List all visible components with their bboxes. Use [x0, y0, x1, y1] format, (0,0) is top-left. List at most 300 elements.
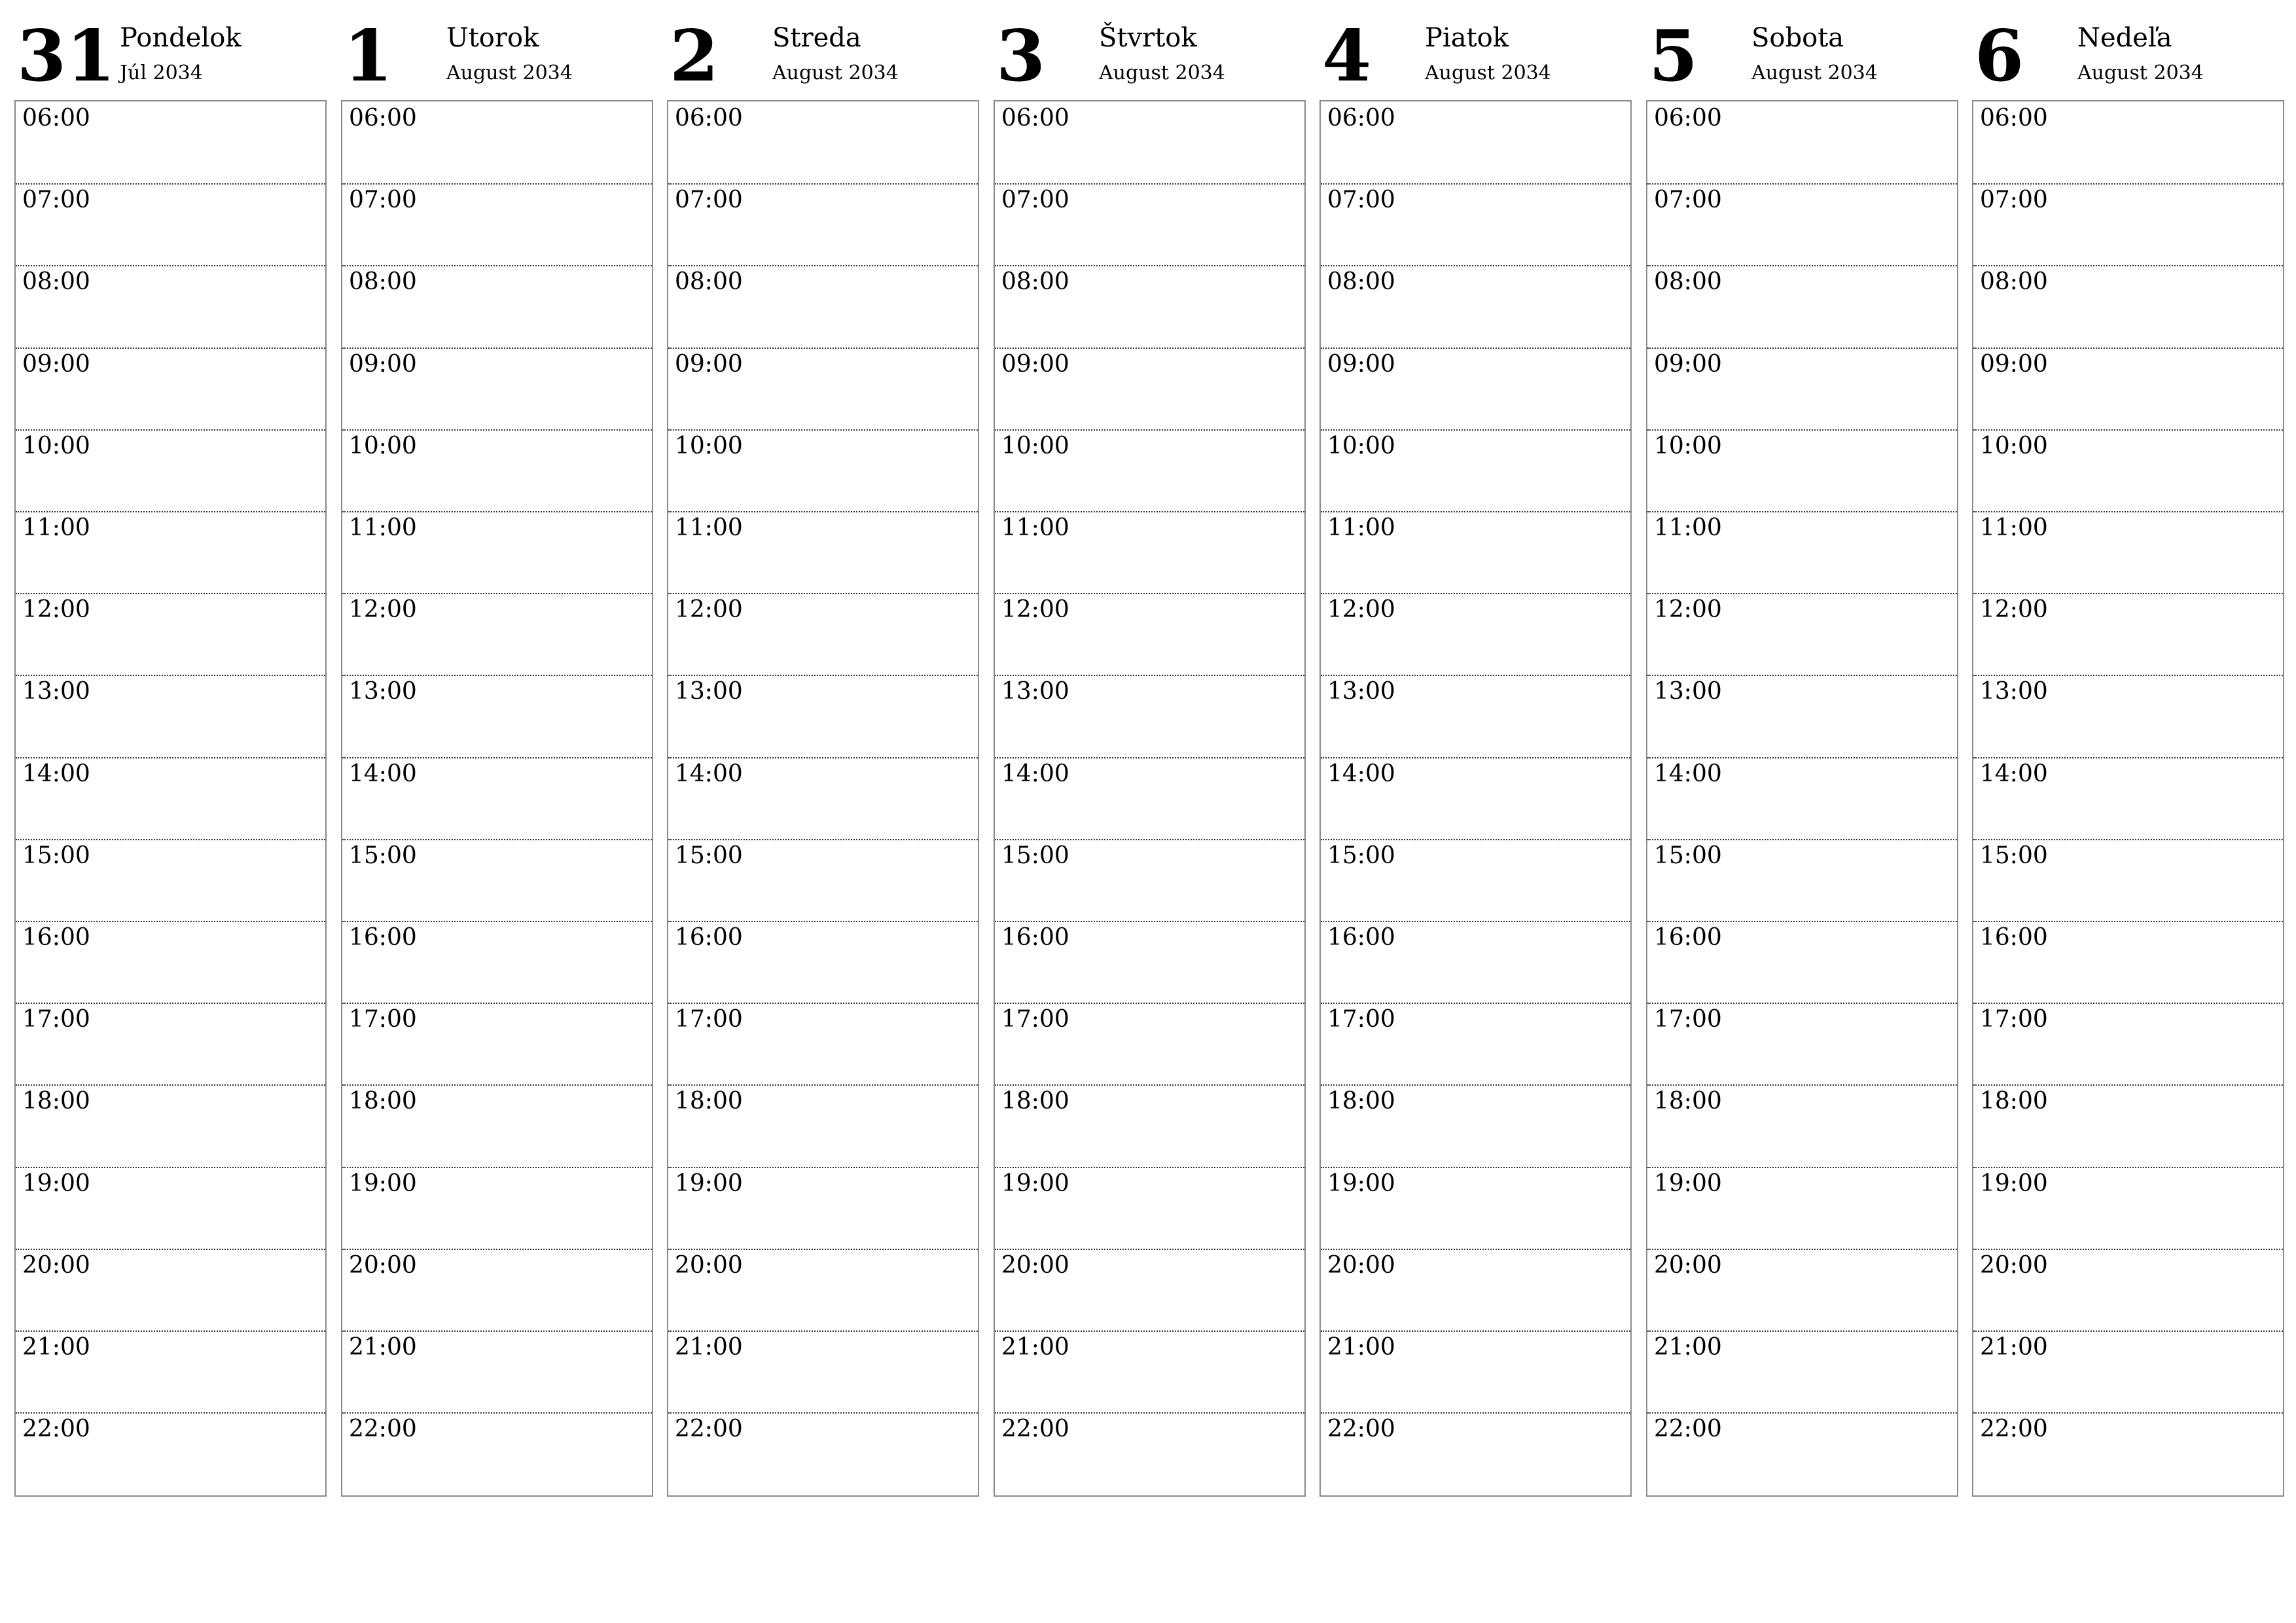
- time-slot-divider: [1973, 1003, 2283, 1004]
- time-slot-divider: [342, 511, 652, 512]
- time-slot[interactable]: [1973, 757, 2283, 839]
- time-slot[interactable]: [1647, 183, 1957, 265]
- time-slot[interactable]: [1321, 1167, 1630, 1249]
- time-slot-label: 21:00: [675, 1334, 743, 1361]
- time-slot[interactable]: [1647, 1330, 1957, 1412]
- time-slot[interactable]: [1647, 511, 1957, 593]
- time-slot-label: 19:00: [22, 1170, 90, 1197]
- day-column: [1319, 0, 1632, 1442]
- time-slot-label: 13:00: [675, 678, 743, 705]
- time-slot[interactable]: [1321, 839, 1630, 921]
- time-slot-label: 07:00: [1327, 187, 1395, 213]
- time-slot[interactable]: [668, 511, 978, 593]
- time-slot-label: 22:00: [1654, 1416, 1722, 1442]
- time-slot[interactable]: [1973, 348, 2283, 429]
- time-slot[interactable]: [16, 1330, 325, 1412]
- time-slot-divider: [1321, 921, 1630, 922]
- time-slot-divider: [1321, 1167, 1630, 1168]
- time-slot[interactable]: [342, 348, 652, 429]
- time-slot-label: 21:00: [349, 1334, 417, 1361]
- time-slot[interactable]: [1973, 101, 2283, 183]
- day-schedule-box: [994, 100, 1306, 1497]
- time-slot[interactable]: [16, 1167, 325, 1249]
- time-slot-label: 09:00: [675, 351, 743, 378]
- time-slot-label: 20:00: [22, 1252, 90, 1279]
- time-slot-label: 14:00: [349, 760, 417, 787]
- time-slot-label: 10:00: [1327, 433, 1395, 459]
- time-slot-label: 14:00: [1980, 760, 2048, 787]
- time-slot[interactable]: [342, 101, 652, 183]
- time-slot-divider: [1647, 1003, 1957, 1004]
- time-slot[interactable]: [668, 1412, 978, 1494]
- time-slot[interactable]: [1647, 593, 1957, 675]
- time-slot[interactable]: [1321, 511, 1630, 593]
- time-slot-divider: [1321, 348, 1630, 349]
- time-slot-label: 07:00: [1980, 187, 2048, 213]
- time-slot-label: 10:00: [349, 433, 417, 459]
- time-slot[interactable]: [668, 675, 978, 757]
- time-slot-label: 06:00: [1001, 105, 1069, 132]
- time-slot-label: 19:00: [675, 1170, 743, 1197]
- time-slot-label: 12:00: [1980, 596, 2048, 623]
- time-slot[interactable]: [1321, 1412, 1630, 1494]
- time-slot-label: 12:00: [22, 596, 90, 623]
- time-slot[interactable]: [995, 839, 1304, 921]
- time-slot[interactable]: [342, 511, 652, 593]
- time-slot-label: 18:00: [349, 1088, 417, 1115]
- time-slot[interactable]: [995, 757, 1304, 839]
- time-slot-divider: [995, 511, 1304, 512]
- time-slot[interactable]: [16, 265, 325, 347]
- time-slot[interactable]: [1647, 921, 1957, 1003]
- time-slot[interactable]: [342, 757, 652, 839]
- time-slot-label: 20:00: [1654, 1252, 1722, 1279]
- time-slot-divider: [1321, 839, 1630, 840]
- time-slot-divider: [1647, 1412, 1957, 1414]
- time-slot[interactable]: [1321, 757, 1630, 839]
- time-slot-label: 13:00: [1980, 678, 2048, 705]
- time-slot-divider: [1321, 1003, 1630, 1004]
- time-slot-label: 17:00: [1654, 1006, 1722, 1033]
- time-slot[interactable]: [995, 675, 1304, 757]
- time-slot[interactable]: [995, 429, 1304, 511]
- time-slot-divider: [1973, 757, 2283, 758]
- time-slot[interactable]: [1321, 101, 1630, 183]
- day-number: 2: [670, 15, 719, 98]
- time-slot-label: 10:00: [675, 433, 743, 459]
- day-column: [1646, 0, 1958, 1442]
- time-slot[interactable]: [342, 675, 652, 757]
- day-number: 1: [344, 15, 393, 98]
- day-header: [667, 0, 979, 100]
- time-slot[interactable]: [1647, 265, 1957, 347]
- time-slot-divider: [1973, 511, 2283, 512]
- time-slot-divider: [16, 348, 325, 349]
- time-slot-label: 17:00: [349, 1006, 417, 1033]
- time-slot[interactable]: [16, 348, 325, 429]
- time-slot[interactable]: [668, 1167, 978, 1249]
- time-slot-divider: [16, 1003, 325, 1004]
- day-number: 31: [17, 15, 116, 98]
- time-slot-label: 12:00: [675, 596, 743, 623]
- time-slot-divider: [1321, 1330, 1630, 1332]
- time-slot[interactable]: [668, 429, 978, 511]
- day-column: [1972, 0, 2284, 1442]
- day-number: 6: [1975, 15, 2024, 98]
- time-slot-divider: [16, 921, 325, 922]
- time-slot-divider: [1973, 1330, 2283, 1332]
- time-slot[interactable]: [995, 1084, 1304, 1166]
- time-slot[interactable]: [16, 1249, 325, 1330]
- time-slot-label: 15:00: [1327, 842, 1395, 869]
- time-slot[interactable]: [1973, 839, 2283, 921]
- time-slot[interactable]: [342, 839, 652, 921]
- time-slot[interactable]: [1647, 1249, 1957, 1330]
- time-slot[interactable]: [668, 183, 978, 265]
- time-slot-label: 14:00: [1654, 760, 1722, 787]
- time-slot[interactable]: [668, 757, 978, 839]
- time-slot-label: 22:00: [675, 1416, 743, 1442]
- day-header: [341, 0, 653, 100]
- time-slot[interactable]: [1647, 101, 1957, 183]
- time-slot[interactable]: [342, 921, 652, 1003]
- time-slot[interactable]: [1321, 429, 1630, 511]
- time-slot-label: 20:00: [349, 1252, 417, 1279]
- time-slot-divider: [995, 265, 1304, 266]
- time-slot-label: 15:00: [1001, 842, 1069, 869]
- time-slot[interactable]: [1973, 675, 2283, 757]
- time-slot[interactable]: [1321, 675, 1630, 757]
- time-slot-divider: [1973, 921, 2283, 922]
- time-slot[interactable]: [1973, 1003, 2283, 1084]
- time-slot-label: 22:00: [1001, 1416, 1069, 1442]
- day-name: Pondelok: [120, 23, 242, 53]
- time-slot-divider: [995, 593, 1304, 594]
- time-slot[interactable]: [16, 839, 325, 921]
- time-slot[interactable]: [342, 593, 652, 675]
- time-slot[interactable]: [1973, 429, 2283, 511]
- day-name: Streda: [772, 23, 861, 53]
- time-slot-label: 07:00: [22, 187, 90, 213]
- time-slot-divider: [1973, 429, 2283, 431]
- time-slot[interactable]: [1647, 675, 1957, 757]
- time-slot-label: 18:00: [675, 1088, 743, 1115]
- time-slot-divider: [1647, 593, 1957, 594]
- time-slot-label: 13:00: [22, 678, 90, 705]
- time-slot[interactable]: [995, 1412, 1304, 1494]
- time-slot-divider: [668, 1003, 978, 1004]
- time-slot[interactable]: [995, 265, 1304, 347]
- time-slot[interactable]: [16, 1412, 325, 1494]
- time-slot-label: 08:00: [1654, 268, 1722, 295]
- time-slot[interactable]: [16, 183, 325, 265]
- time-slot-divider: [1321, 757, 1630, 758]
- time-slot[interactable]: [1321, 921, 1630, 1003]
- day-header: [1319, 0, 1632, 100]
- time-slot[interactable]: [995, 1003, 1304, 1084]
- time-slot-divider: [995, 839, 1304, 840]
- time-slot-divider: [1647, 183, 1957, 185]
- time-slot-label: 10:00: [1980, 433, 2048, 459]
- time-slot[interactable]: [1973, 1167, 2283, 1249]
- time-slot[interactable]: [342, 1167, 652, 1249]
- time-slot[interactable]: [1321, 1003, 1630, 1084]
- time-slot[interactable]: [342, 1330, 652, 1412]
- time-slot-divider: [16, 1167, 325, 1168]
- time-slot-divider: [1647, 921, 1957, 922]
- time-slot[interactable]: [668, 1330, 978, 1412]
- time-slot-divider: [668, 757, 978, 758]
- time-slot[interactable]: [995, 1249, 1304, 1330]
- day-month: Júl 2034: [120, 62, 203, 84]
- time-slot[interactable]: [668, 1249, 978, 1330]
- time-slot-divider: [995, 1003, 1304, 1004]
- time-slot-divider: [16, 429, 325, 431]
- time-slot-divider: [1973, 183, 2283, 185]
- time-slot-divider: [1321, 1412, 1630, 1414]
- time-slot-divider: [1647, 1330, 1957, 1332]
- time-slot[interactable]: [995, 101, 1304, 183]
- time-slot-label: 14:00: [1001, 760, 1069, 787]
- time-slot-label: 22:00: [22, 1416, 90, 1442]
- time-slot-label: 13:00: [1654, 678, 1722, 705]
- time-slot-label: 08:00: [22, 268, 90, 295]
- time-slot-divider: [16, 1412, 325, 1414]
- time-slot-divider: [1973, 1249, 2283, 1250]
- time-slot-divider: [1321, 1084, 1630, 1086]
- time-slot-label: 21:00: [1654, 1334, 1722, 1361]
- day-schedule-box: [1972, 100, 2284, 1497]
- time-slot-divider: [1647, 511, 1957, 512]
- time-slot-label: 16:00: [1327, 924, 1395, 951]
- time-slot-divider: [16, 1084, 325, 1086]
- time-slot-label: 19:00: [1327, 1170, 1395, 1197]
- time-slot[interactable]: [1973, 1249, 2283, 1330]
- time-slot[interactable]: [16, 757, 325, 839]
- time-slot-divider: [16, 265, 325, 266]
- time-slot[interactable]: [1321, 183, 1630, 265]
- time-slot-label: 17:00: [1327, 1006, 1395, 1033]
- time-slot-label: 16:00: [349, 924, 417, 951]
- time-slot-divider: [995, 429, 1304, 431]
- time-slot-divider: [668, 1167, 978, 1168]
- time-slot[interactable]: [1321, 593, 1630, 675]
- time-slot-label: 19:00: [1654, 1170, 1722, 1197]
- time-slot[interactable]: [1973, 921, 2283, 1003]
- time-slot[interactable]: [1647, 1084, 1957, 1166]
- time-slot-label: 19:00: [349, 1170, 417, 1197]
- time-slot[interactable]: [16, 675, 325, 757]
- time-slot[interactable]: [342, 265, 652, 347]
- time-slot-divider: [342, 921, 652, 922]
- time-slot[interactable]: [668, 1003, 978, 1084]
- day-month: August 2034: [1099, 62, 1225, 84]
- time-slot-divider: [995, 348, 1304, 349]
- time-slot-divider: [16, 675, 325, 676]
- time-slot-label: 09:00: [349, 351, 417, 378]
- time-slot-label: 16:00: [1980, 924, 2048, 951]
- time-slot-label: 13:00: [1001, 678, 1069, 705]
- day-schedule-box: [1319, 100, 1632, 1497]
- time-slot-label: 20:00: [675, 1252, 743, 1279]
- time-slot[interactable]: [16, 429, 325, 511]
- time-slot[interactable]: [1321, 1084, 1630, 1166]
- time-slot-divider: [995, 1412, 1304, 1414]
- time-slot[interactable]: [668, 265, 978, 347]
- time-slot[interactable]: [1973, 593, 2283, 675]
- time-slot[interactable]: [995, 1167, 1304, 1249]
- time-slot[interactable]: [342, 1249, 652, 1330]
- time-slot[interactable]: [1973, 183, 2283, 265]
- time-slot-divider: [342, 429, 652, 431]
- time-slot-label: 11:00: [1001, 514, 1069, 541]
- time-slot-label: 21:00: [1980, 1334, 2048, 1361]
- day-month: August 2034: [446, 62, 573, 84]
- time-slot-divider: [668, 183, 978, 185]
- time-slot-divider: [1973, 839, 2283, 840]
- time-slot-label: 15:00: [1654, 842, 1722, 869]
- time-slot[interactable]: [1647, 1412, 1957, 1494]
- time-slot-label: 06:00: [1980, 105, 2048, 132]
- time-slot-divider: [342, 1084, 652, 1086]
- time-slot[interactable]: [1647, 348, 1957, 429]
- time-slot[interactable]: [995, 511, 1304, 593]
- time-slot[interactable]: [1973, 1412, 2283, 1494]
- time-slot-divider: [342, 183, 652, 185]
- day-header: [994, 0, 1306, 100]
- time-slot-divider: [668, 921, 978, 922]
- time-slot-divider: [1973, 348, 2283, 349]
- day-column: [994, 0, 1306, 1442]
- time-slot[interactable]: [668, 593, 978, 675]
- time-slot[interactable]: [16, 921, 325, 1003]
- time-slot[interactable]: [1321, 265, 1630, 347]
- time-slot-label: 18:00: [22, 1088, 90, 1115]
- time-slot-divider: [16, 593, 325, 594]
- time-slot-divider: [668, 593, 978, 594]
- time-slot-divider: [342, 1003, 652, 1004]
- time-slot[interactable]: [342, 1412, 652, 1494]
- time-slot-divider: [668, 1412, 978, 1414]
- time-slot-divider: [668, 1084, 978, 1086]
- day-schedule-box: [341, 100, 653, 1497]
- time-slot-divider: [342, 839, 652, 840]
- time-slot-divider: [995, 921, 1304, 922]
- time-slot[interactable]: [1973, 511, 2283, 593]
- time-slot-divider: [1321, 675, 1630, 676]
- time-slot-label: 07:00: [1001, 187, 1069, 213]
- time-slot[interactable]: [995, 1330, 1304, 1412]
- time-slot-divider: [1973, 675, 2283, 676]
- time-slot[interactable]: [342, 1084, 652, 1166]
- time-slot[interactable]: [1647, 757, 1957, 839]
- time-slot-label: 13:00: [1327, 678, 1395, 705]
- time-slot-label: 19:00: [1980, 1170, 2048, 1197]
- time-slot[interactable]: [342, 1003, 652, 1084]
- time-slot[interactable]: [668, 1084, 978, 1166]
- time-slot-label: 11:00: [349, 514, 417, 541]
- time-slot[interactable]: [668, 101, 978, 183]
- time-slot[interactable]: [342, 429, 652, 511]
- time-slot[interactable]: [1647, 839, 1957, 921]
- time-slot[interactable]: [1973, 265, 2283, 347]
- time-slot[interactable]: [1973, 1330, 2283, 1412]
- time-slot[interactable]: [16, 593, 325, 675]
- time-slot[interactable]: [16, 511, 325, 593]
- time-slot[interactable]: [1321, 348, 1630, 429]
- time-slot-divider: [342, 1249, 652, 1250]
- time-slot-label: 08:00: [1980, 268, 2048, 295]
- time-slot-divider: [342, 757, 652, 758]
- time-slot-divider: [1647, 1249, 1957, 1250]
- time-slot-label: 22:00: [349, 1416, 417, 1442]
- time-slot[interactable]: [16, 1003, 325, 1084]
- time-slot-divider: [668, 265, 978, 266]
- time-slot-divider: [1973, 1167, 2283, 1168]
- time-slot-label: 12:00: [1001, 596, 1069, 623]
- time-slot[interactable]: [1647, 429, 1957, 511]
- day-schedule-box: [14, 100, 327, 1497]
- time-slot-label: 15:00: [349, 842, 417, 869]
- time-slot-divider: [16, 183, 325, 185]
- time-slot-divider: [1647, 757, 1957, 758]
- time-slot-divider: [995, 183, 1304, 185]
- time-slot-label: 14:00: [675, 760, 743, 787]
- time-slot-divider: [1647, 429, 1957, 431]
- time-slot-divider: [1321, 265, 1630, 266]
- time-slot[interactable]: [1321, 1330, 1630, 1412]
- time-slot[interactable]: [995, 593, 1304, 675]
- time-slot-divider: [995, 675, 1304, 676]
- time-slot-label: 16:00: [1001, 924, 1069, 951]
- time-slot-label: 11:00: [1327, 514, 1395, 541]
- day-month: August 2034: [1425, 62, 1551, 84]
- time-slot-label: 07:00: [675, 187, 743, 213]
- time-slot[interactable]: [668, 839, 978, 921]
- time-slot-label: 12:00: [1327, 596, 1395, 623]
- time-slot-label: 11:00: [675, 514, 743, 541]
- time-slot-divider: [342, 265, 652, 266]
- time-slot[interactable]: [995, 183, 1304, 265]
- time-slot-divider: [16, 1249, 325, 1250]
- time-slot-label: 11:00: [1980, 514, 2048, 541]
- time-slot[interactable]: [1321, 1249, 1630, 1330]
- time-slot[interactable]: [342, 183, 652, 265]
- time-slot[interactable]: [668, 921, 978, 1003]
- time-slot[interactable]: [668, 348, 978, 429]
- time-slot-label: 09:00: [1001, 351, 1069, 378]
- time-slot-divider: [1973, 1084, 2283, 1086]
- time-slot-label: 06:00: [1327, 105, 1395, 132]
- time-slot[interactable]: [1647, 1003, 1957, 1084]
- time-slot[interactable]: [16, 101, 325, 183]
- day-month: August 2034: [2077, 62, 2204, 84]
- time-slot-label: 09:00: [1654, 351, 1722, 378]
- time-slot-divider: [1647, 265, 1957, 266]
- time-slot[interactable]: [1647, 1167, 1957, 1249]
- time-slot[interactable]: [995, 921, 1304, 1003]
- time-slot-label: 18:00: [1327, 1088, 1395, 1115]
- day-header: [1972, 0, 2284, 100]
- time-slot[interactable]: [1973, 1084, 2283, 1166]
- time-slot-label: 10:00: [1001, 433, 1069, 459]
- day-schedule-box: [1646, 100, 1958, 1497]
- time-slot-label: 08:00: [349, 268, 417, 295]
- time-slot[interactable]: [995, 348, 1304, 429]
- time-slot-divider: [1647, 675, 1957, 676]
- time-slot-label: 15:00: [22, 842, 90, 869]
- time-slot[interactable]: [16, 1084, 325, 1166]
